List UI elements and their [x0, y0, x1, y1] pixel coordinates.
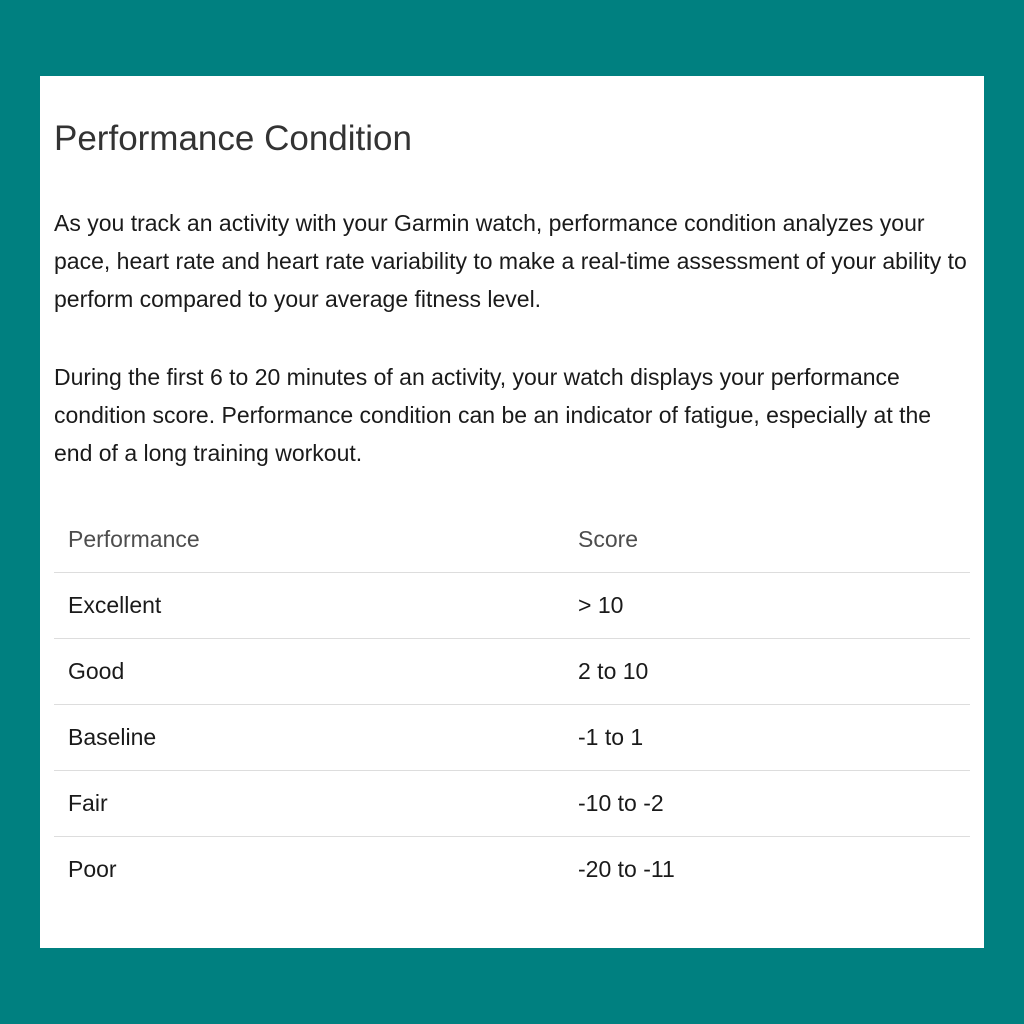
page-title: Performance Condition [54, 119, 412, 158]
score-cell: -20 to -11 [578, 856, 675, 882]
score-column-header: Score [564, 507, 970, 573]
performance-cell: Poor [68, 856, 117, 882]
table-row [54, 573, 970, 639]
performance-cell: Baseline [54, 705, 564, 771]
intro-paragraph: As you track an activity with your Garmin watch, performance condition analyzes your pace, heart rate and heart rate variability to make a real-time assessment of your ability to perform compared to your average fitness level. [54, 210, 967, 312]
score-cell: 2 to 10 [564, 639, 970, 705]
performance-cell: Good [54, 639, 564, 705]
table-row [54, 639, 970, 705]
score-cell: > 10 [564, 573, 970, 639]
score-cell: -1 to 1 [564, 705, 970, 771]
article-card [40, 76, 984, 948]
details-paragraph: During the first 6 to 20 minutes of an activity, your watch displays your performance condition score. Performance condition can be an indicator of fatigue, especially at the end of a long training workout. [54, 364, 932, 466]
performance-column-header: Performance [54, 507, 564, 573]
table-row [54, 705, 970, 771]
score-cell: -10 to -2 [564, 771, 970, 837]
table-row [54, 771, 970, 837]
table-header-row [54, 507, 970, 573]
performance-cell: Excellent [54, 573, 564, 639]
table-row [54, 837, 970, 903]
performance-cell: Fair [54, 771, 564, 837]
performance-score-table [54, 507, 970, 902]
